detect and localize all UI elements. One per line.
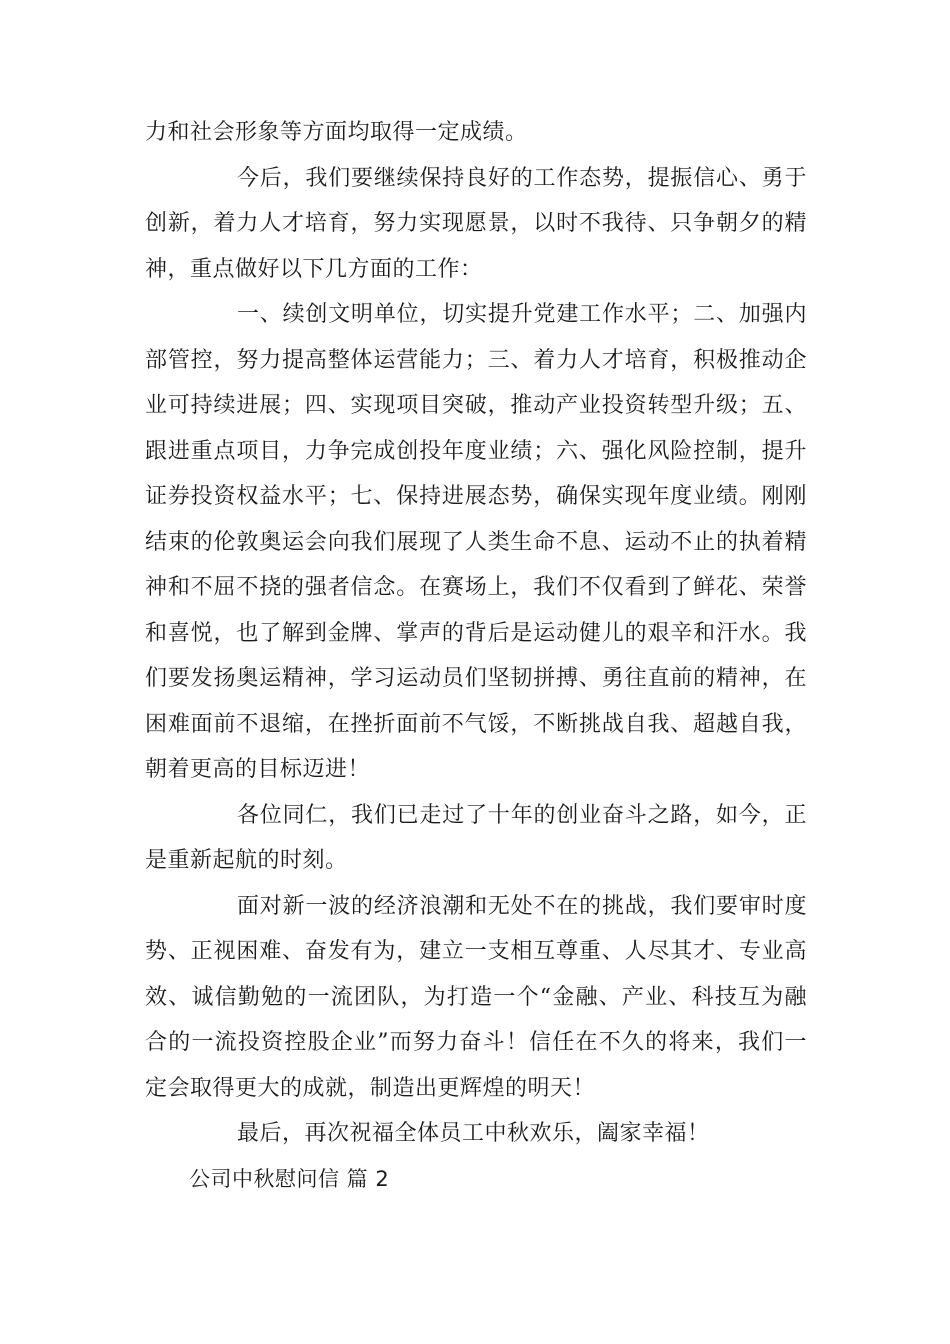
paragraph-3: 一、续创文明单位，切实提升党建工作水平；二、加强内部管控，努力提高整体运营能力；三、着力人才培育，积极推动企业可持续进展；四、实现项目突破，推动产业投资转型升级；五、跟进重点项目，力争完成创投年度业绩；六、强化风险控制，提升证券投资权益水平；七、保持进展态势，确保实现年度业绩。刚刚结束的伦敦奥运会向我们展现了人类生命不息、运动不止的执着精神和不屈不挠的强者信念。在赛场上，我们不仅看到了鲜花、荣誉和喜悦，也了解到金牌、掌声的背后是运动健儿的艰辛和汗水。我们要发扬奥运精神，学习运动员们坚韧拼搏、勇往直前的精神，在困难面前不退缩，在挫折面前不气馁，不断挑战自我、超越自我，朝着更高的目标迈进！ bbox=[145, 302, 807, 782]
paragraph-6: 最后，再次祝福全体员工中秋欢乐，阖家幸福！ bbox=[237, 1121, 710, 1146]
section-heading: 公司中秋慰问信 篇 2 bbox=[189, 1166, 390, 1191]
document-page bbox=[145, 110, 807, 1202]
paragraph-2: 今后，我们要继续保持良好的工作态势，提振信心、勇于创新，着力人才培育，努力实现愿景，以时不我待、只争朝夕的精神，重点做好以下几方面的工作： bbox=[145, 165, 807, 282]
paragraph-1: 力和社会形象等方面均取得一定成绩。 bbox=[145, 120, 528, 145]
paragraph-5: 面对新一波的经济浪潮和无处不在的挑战，我们要审时度势、正视困难、奋发有为，建立一支相互尊重、人尽其才、专业高效、诚信勤勉的一流团队，为打造一个“金融、产业、科技互为融合的一流投资控股企业”而努力奋斗！信任在不久的将来，我们一定会取得更大的成就，制造出更辉煌的明天！ bbox=[145, 893, 807, 1101]
paragraph-4: 各位同仁，我们已走过了十年的创业奋斗之路，如今，正是重新起航的时刻。 bbox=[145, 802, 807, 873]
